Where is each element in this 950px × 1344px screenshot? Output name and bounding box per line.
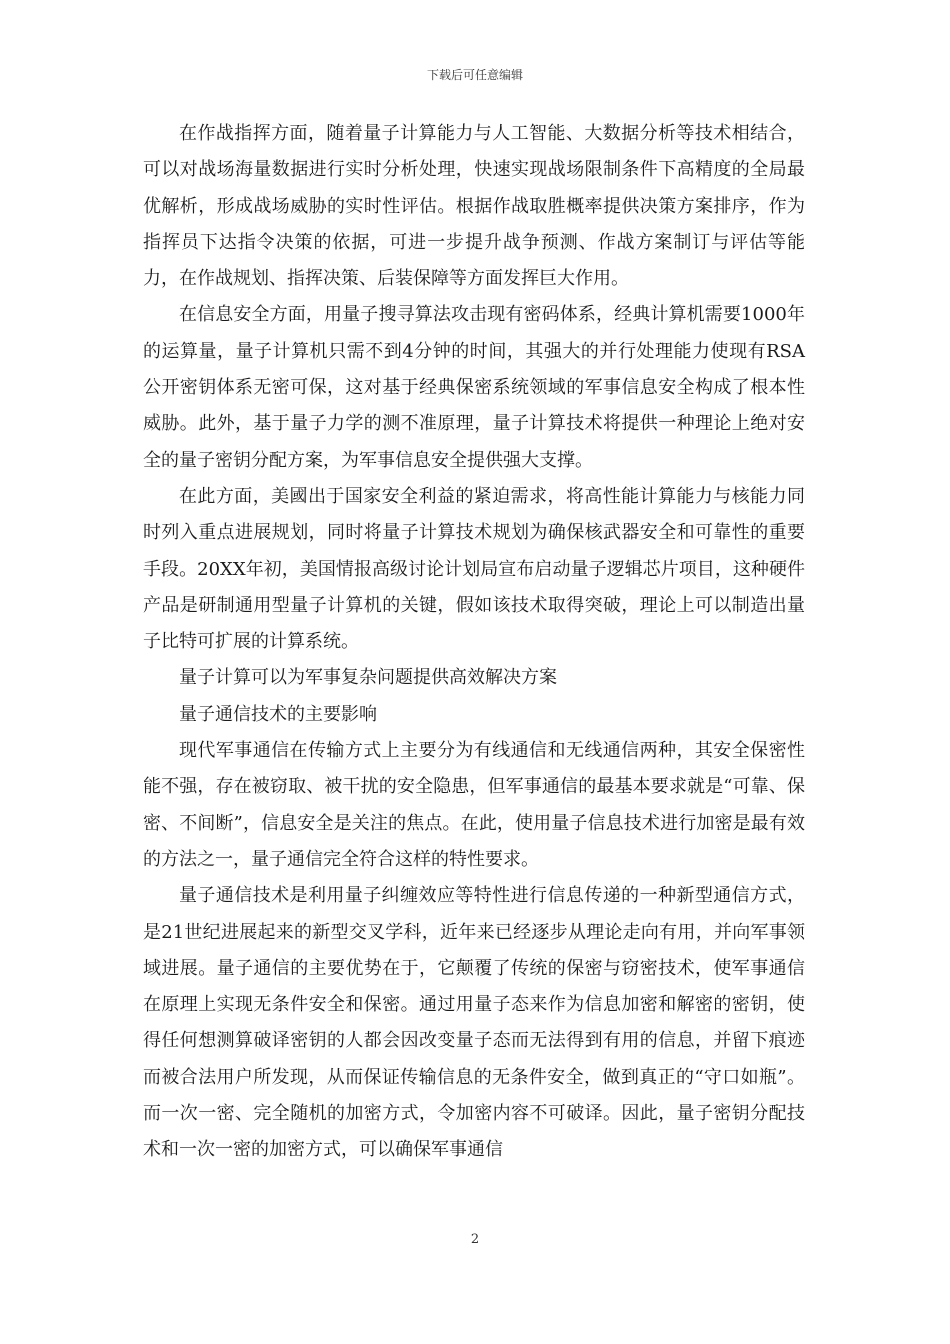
section-heading-computing: 量子计算可以为军事复杂问题提供高效解决方案 — [179, 667, 557, 689]
section-heading-communication: 量子通信技术的主要影响 — [179, 703, 377, 725]
paragraph-command: 在作战指挥方面，随着量子计算能力与人工智能、大数据分析等技术相结合，可以对战场海量数据进行实时分析处理，快速实现战场限制条件下高精度的全局最优解析，形成战场威胁的实时性评估。根据作战取胜概率提供决策方案排序，作为指挥员下达指令决策的依据，可进一步提升战争预测、作战方案制订与评估等能力，在作战规划、指挥决策、后装保障等方面发挥巨大作用。 — [143, 123, 805, 290]
paragraph-military-comm: 现代军事通信在传输方式上主要分为有线通信和无线通信两种，其安全保密性能不强，存在被窃取、被干扰的安全隐患，但军事通信的最基本要求就是“可靠、保密、不间断”，信息安全是关注的焦点。在此，使用量子信息技术进行加密是最有效的方法之一，量子通信完全符合这样的特性要求。 — [143, 740, 805, 870]
page-number: 2 — [470, 1232, 480, 1247]
paragraph-info-security: 在信息安全方面，用量子搜寻算法攻击现有密码体系，经典计算机需要1000年的运算量，量子计算机只需不到4分钟的时间，其强大的并行处理能力使现有RSA公开密钥体系无密可保，这对基于经典保密系统领域的军事信息安全构成了根本性威胁。此外，基于量子力学的测不准原理，量子计算技术将提供一种理论上绝对安全的量子密钥分配方案，为军事信息安全提供强大支撑。 — [143, 304, 805, 471]
document-body — [143, 116, 805, 1169]
page-header: 下载后可任意编辑 — [426, 68, 523, 82]
paragraph-quantum-comm: 量子通信技术是利用量子纠缠效应等特性进行信息传递的一种新型通信方式，是21世纪进展起来的新型交叉学科，近年来已经逐步从理论走向有用，并向军事领域进展。量子通信的主要优势在于，它颠覆了传统的保密与窃密技术，使军事通信在原理上实现无条件安全和保密。通过用量子态来作为信息加密和解密的密钥，使得任何想测算破译密钥的人都会因改变量子态而无法得到有用的信息，并留下痕迹而被合法用户所发现，从而保证传输信息的无条件安全，做到真正的“守口如瓶”。而一次一密、完全随机的加密方式，令加密内容不可破译。因此，量子密钥分配技术和一次一密的加密方式，可以确保军事通信 — [143, 885, 805, 1161]
paragraph-us-plan: 在此方面，美國出于国家安全利益的紧迫需求，将高性能计算能力与核能力同时列入重点进展规划，同时将量子计算技术规划为确保核武器安全和可靠性的重要手段。20XX年初，美国情报高级讨论计划局宣布启动量子逻辑芯片项目，这种硬件产品是研制通用型量子计算机的关键，假如该技术取得突破，理论上可以制造出量子比特可扩展的计算系统。 — [143, 485, 805, 653]
